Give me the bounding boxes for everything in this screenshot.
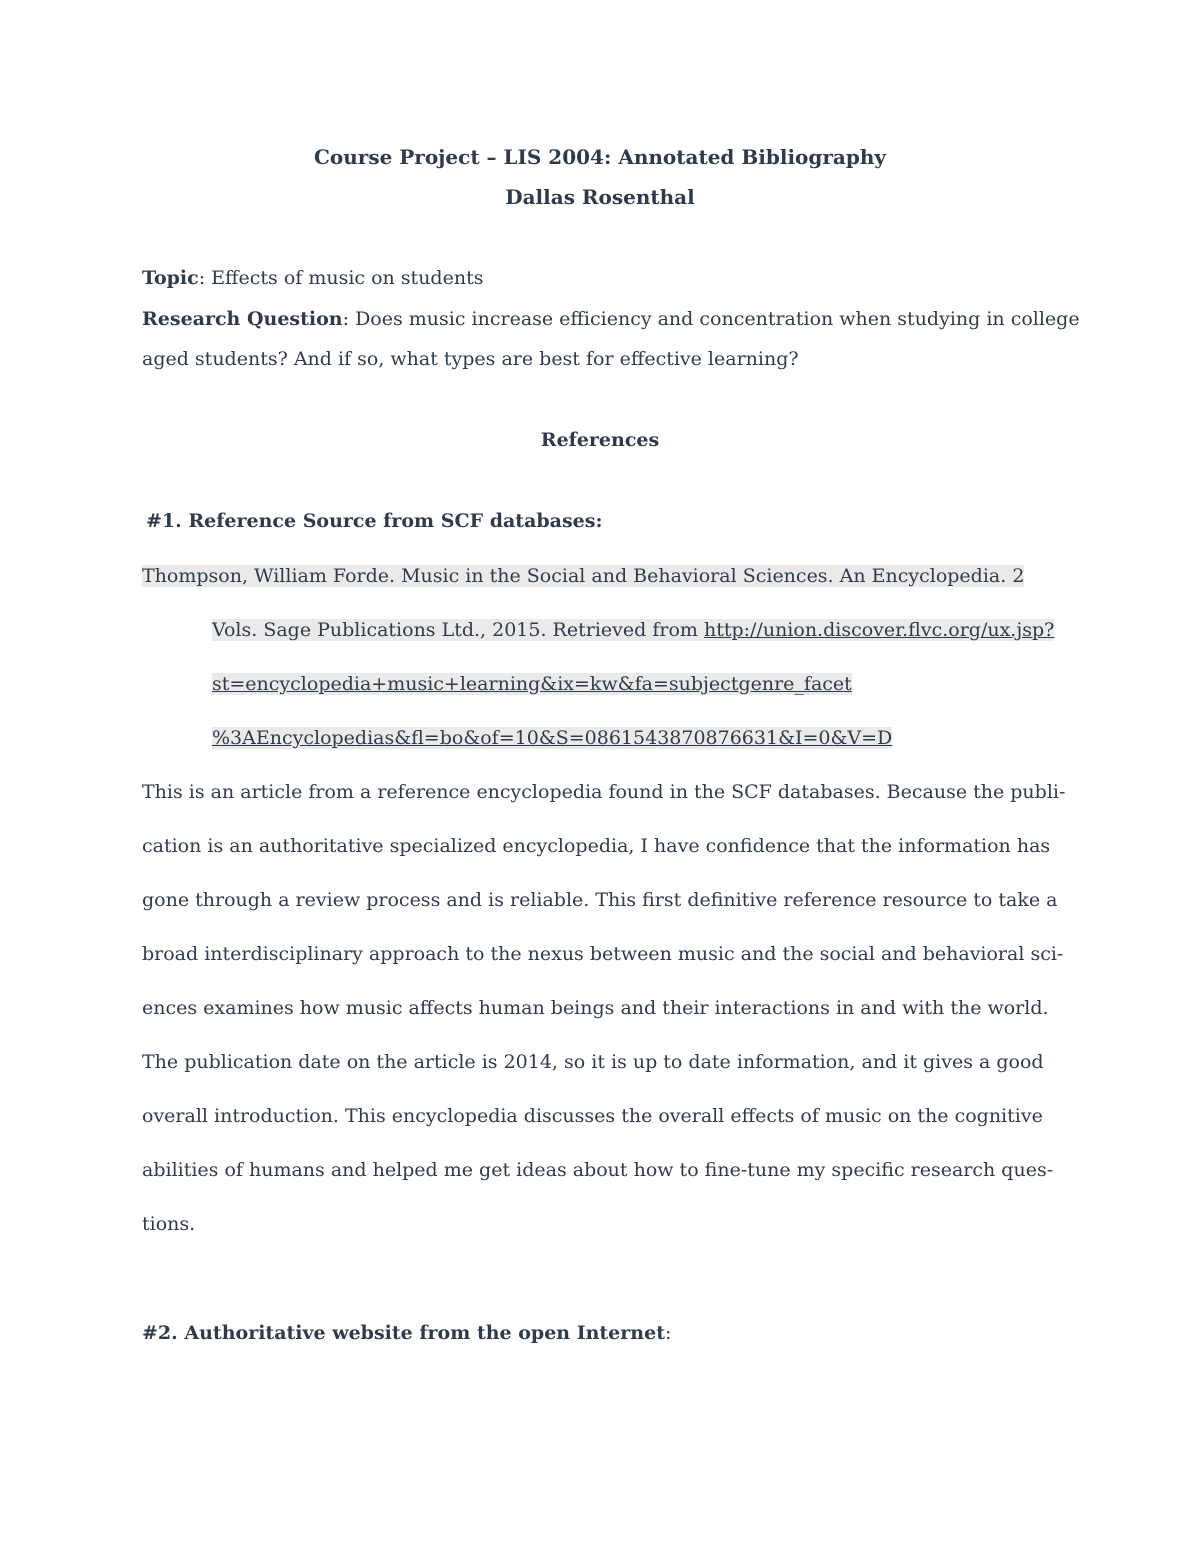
- citation-text-1: Thompson, William Forde. Music in the Social and Behavioral Sciences. An Encyclopedia. 2: [142, 565, 1025, 587]
- topic-label: Topic: [142, 267, 199, 289]
- research-question-line-1: [142, 306, 1080, 332]
- citation-url-link[interactable]: http://union.discover.flvc.org/ux.jsp?: [703, 619, 1055, 641]
- document-title: Course Project – LIS 2004: Annotated Bibliography: [313, 145, 887, 169]
- annotation-line: abilities of humans and helped me get ideas about how to fine-tune my specific research ques-: [142, 1159, 1054, 1181]
- topic-line: [142, 265, 483, 291]
- annotation-line: gone through a review process and is reliable. This first definitive reference resource to take a: [142, 889, 1058, 911]
- citation-url-link-cont-1[interactable]: st=encyclopedia+music+learning&ix=kw&fa=subjectgenre_facet: [212, 673, 852, 695]
- citation-text-2: Vols. Sage Publications Ltd., 2015. Retrieved from: [212, 619, 704, 641]
- annotation-line: The publication date on the article is 2014, so it is up to date information, and it gives a good: [142, 1051, 1044, 1073]
- section-2-heading-colon: :: [664, 1322, 672, 1344]
- annotation-line: ences examines how music affects human beings and their interactions in and with the world.: [142, 997, 1049, 1019]
- research-question-text-1: : Does music increase efficiency and concentration when studying in college: [342, 308, 1080, 330]
- section-2-heading-text: #2. Authoritative website from the open Internet: [142, 1322, 665, 1344]
- annotation-line: tions.: [142, 1213, 196, 1235]
- references-heading: References: [540, 429, 660, 451]
- annotation-line: cation is an authoritative specialized encyclopedia, I have confidence that the information has: [142, 835, 1051, 857]
- annotation-line: overall introduction. This encyclopedia discusses the overall effects of music on the cognitive: [142, 1105, 1043, 1127]
- citation-line-4: [212, 725, 892, 751]
- citation-line-1: [142, 563, 1024, 589]
- annotation-line: broad interdisciplinary approach to the nexus between music and the social and behavioral sci-: [142, 943, 1064, 965]
- research-question-label: Research Question: [142, 308, 343, 330]
- citation-line-2: [212, 617, 1054, 643]
- citation-url-link-cont-2[interactable]: %3AEncyclopedias&fl=bo&of=10&S=0861543870876631&I=0&V=D: [212, 727, 893, 749]
- section-2-heading: [142, 1320, 671, 1346]
- research-question-line-2: aged students? And if so, what types are best for effective learning?: [142, 348, 799, 370]
- citation-line-3: [212, 671, 852, 697]
- section-1-heading: #1. Reference Source from SCF databases:: [146, 510, 603, 532]
- document-author: Dallas Rosenthal: [505, 185, 695, 209]
- annotation-line: This is an article from a reference encyclopedia found in the SCF databases. Because the publi-: [142, 781, 1066, 803]
- topic-value: : Effects of music on students: [198, 267, 484, 289]
